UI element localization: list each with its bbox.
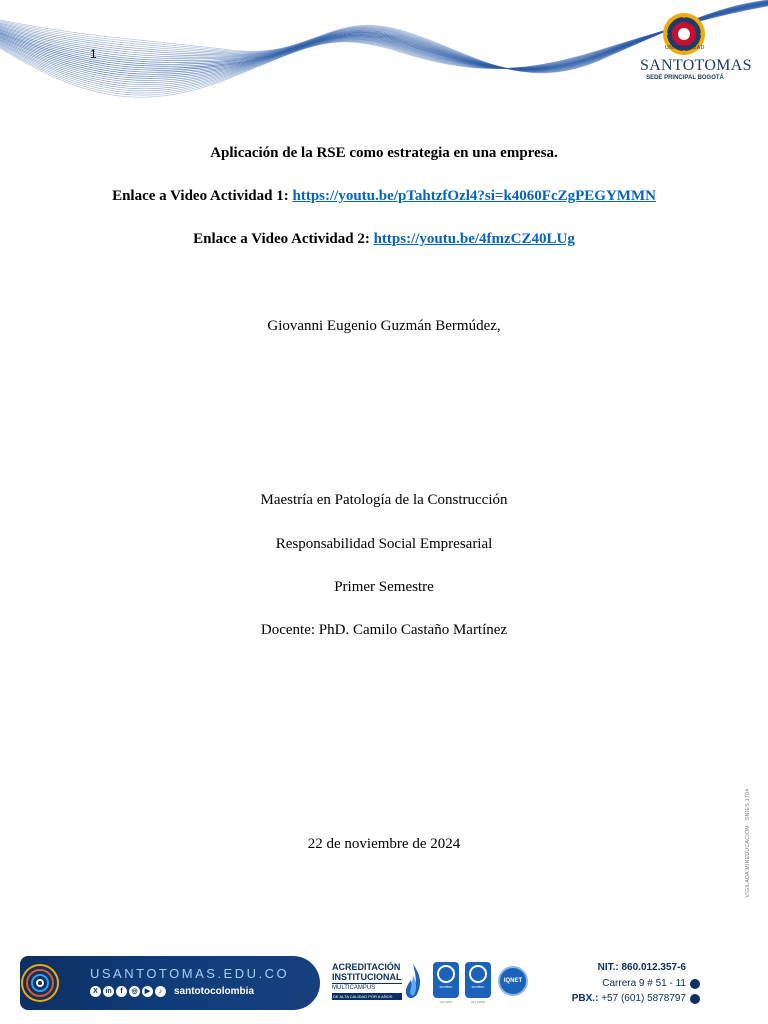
university-logo [640,8,752,88]
footer-nit [598,962,686,973]
logo-university-label: UNIVERSIDAD [665,45,705,51]
x-icon[interactable]: X [90,986,101,997]
tiktok-icon[interactable]: ♪ [155,986,166,997]
course-name: Responsabilidad Social Empresarial [275,536,493,552]
footer-social-row [90,986,254,997]
logo-name: SANTOTOMAS [640,57,752,74]
youtube-icon[interactable]: ▶ [142,986,153,997]
icontec-cert-badge [433,962,459,998]
icontec-cert-sub: ISO 9001 [439,1000,453,1004]
teacher: Docente: PhD. Camilo Castaño Martínez [260,622,508,638]
swirl-logo-icon [20,956,80,1010]
footer-address: Carrera 9 # 51 - 11 [602,978,686,989]
nit-text: NIT.: 860.012.357-6 [597,962,686,973]
semester: Primer Semestre [334,579,434,595]
accreditation-badge [332,962,402,1000]
video2-label: Enlace a Video Actividad 2: [193,231,374,247]
iqnet-badge: IQNET [498,966,528,996]
facebook-icon[interactable]: f [116,986,127,997]
accreditation-line4: DE ALTA CALIDAD POR 6 AÑOS [332,993,402,1000]
social-handle: santotocolombia [174,986,255,997]
instagram-icon[interactable]: ◎ [129,986,140,997]
location-pin-icon [690,979,700,989]
video1-line [0,188,768,205]
document-title: Aplicación de la RSE como estrategia en una empresa. [210,145,558,161]
pbx-label: PBX.: [571,993,599,1004]
icontec-seal-icon [437,965,455,983]
footer-brand-band [20,956,320,1010]
document-date: 22 de noviembre de 2024 [307,836,461,852]
accreditation-line1: ACREDITACIÓN [332,962,401,972]
phone-icon [690,994,700,1004]
footer-website[interactable]: USANTOTOMAS.EDU.CO [90,966,290,981]
author-name: Giovanni Eugenio Guzmán Bermúdez, [267,318,501,334]
icontec-cert-badge [465,962,491,998]
logo-sede: SEDE PRINCIPAL BOGOTÁ [646,75,724,81]
accreditation-line3: MULTICAMPUS [332,983,402,992]
page-number: 1 [90,47,97,61]
linkedin-icon[interactable]: in [103,986,114,997]
video1-link[interactable]: https://youtu.be/pTahtzfOzl4?si=k4060FcZgPEGYMMN [292,188,656,204]
icontec-label: icontec [439,984,453,989]
pbx-number: +57 (601) 5878797 [601,993,686,1004]
program-name: Maestría en Patología de la Construcción [260,492,508,508]
video2-link[interactable]: https://youtu.be/4fmzCZ40LUg [373,231,575,247]
flame-icon [402,962,424,1002]
accreditation-line2: INSTITUCIONAL [332,972,402,982]
icontec-cert-sub: ISO 21001 [470,1000,486,1004]
icontec-seal-icon [469,965,487,983]
video1-label: Enlace a Video Actividad 1: [112,188,293,204]
video2-line [0,231,768,248]
icontec-label: icontec [471,984,485,989]
footer-pbx [572,993,686,1004]
vigilada-side-note: VIGILADA MINEDUCACIÓN · SNIES 1704 [745,788,751,898]
